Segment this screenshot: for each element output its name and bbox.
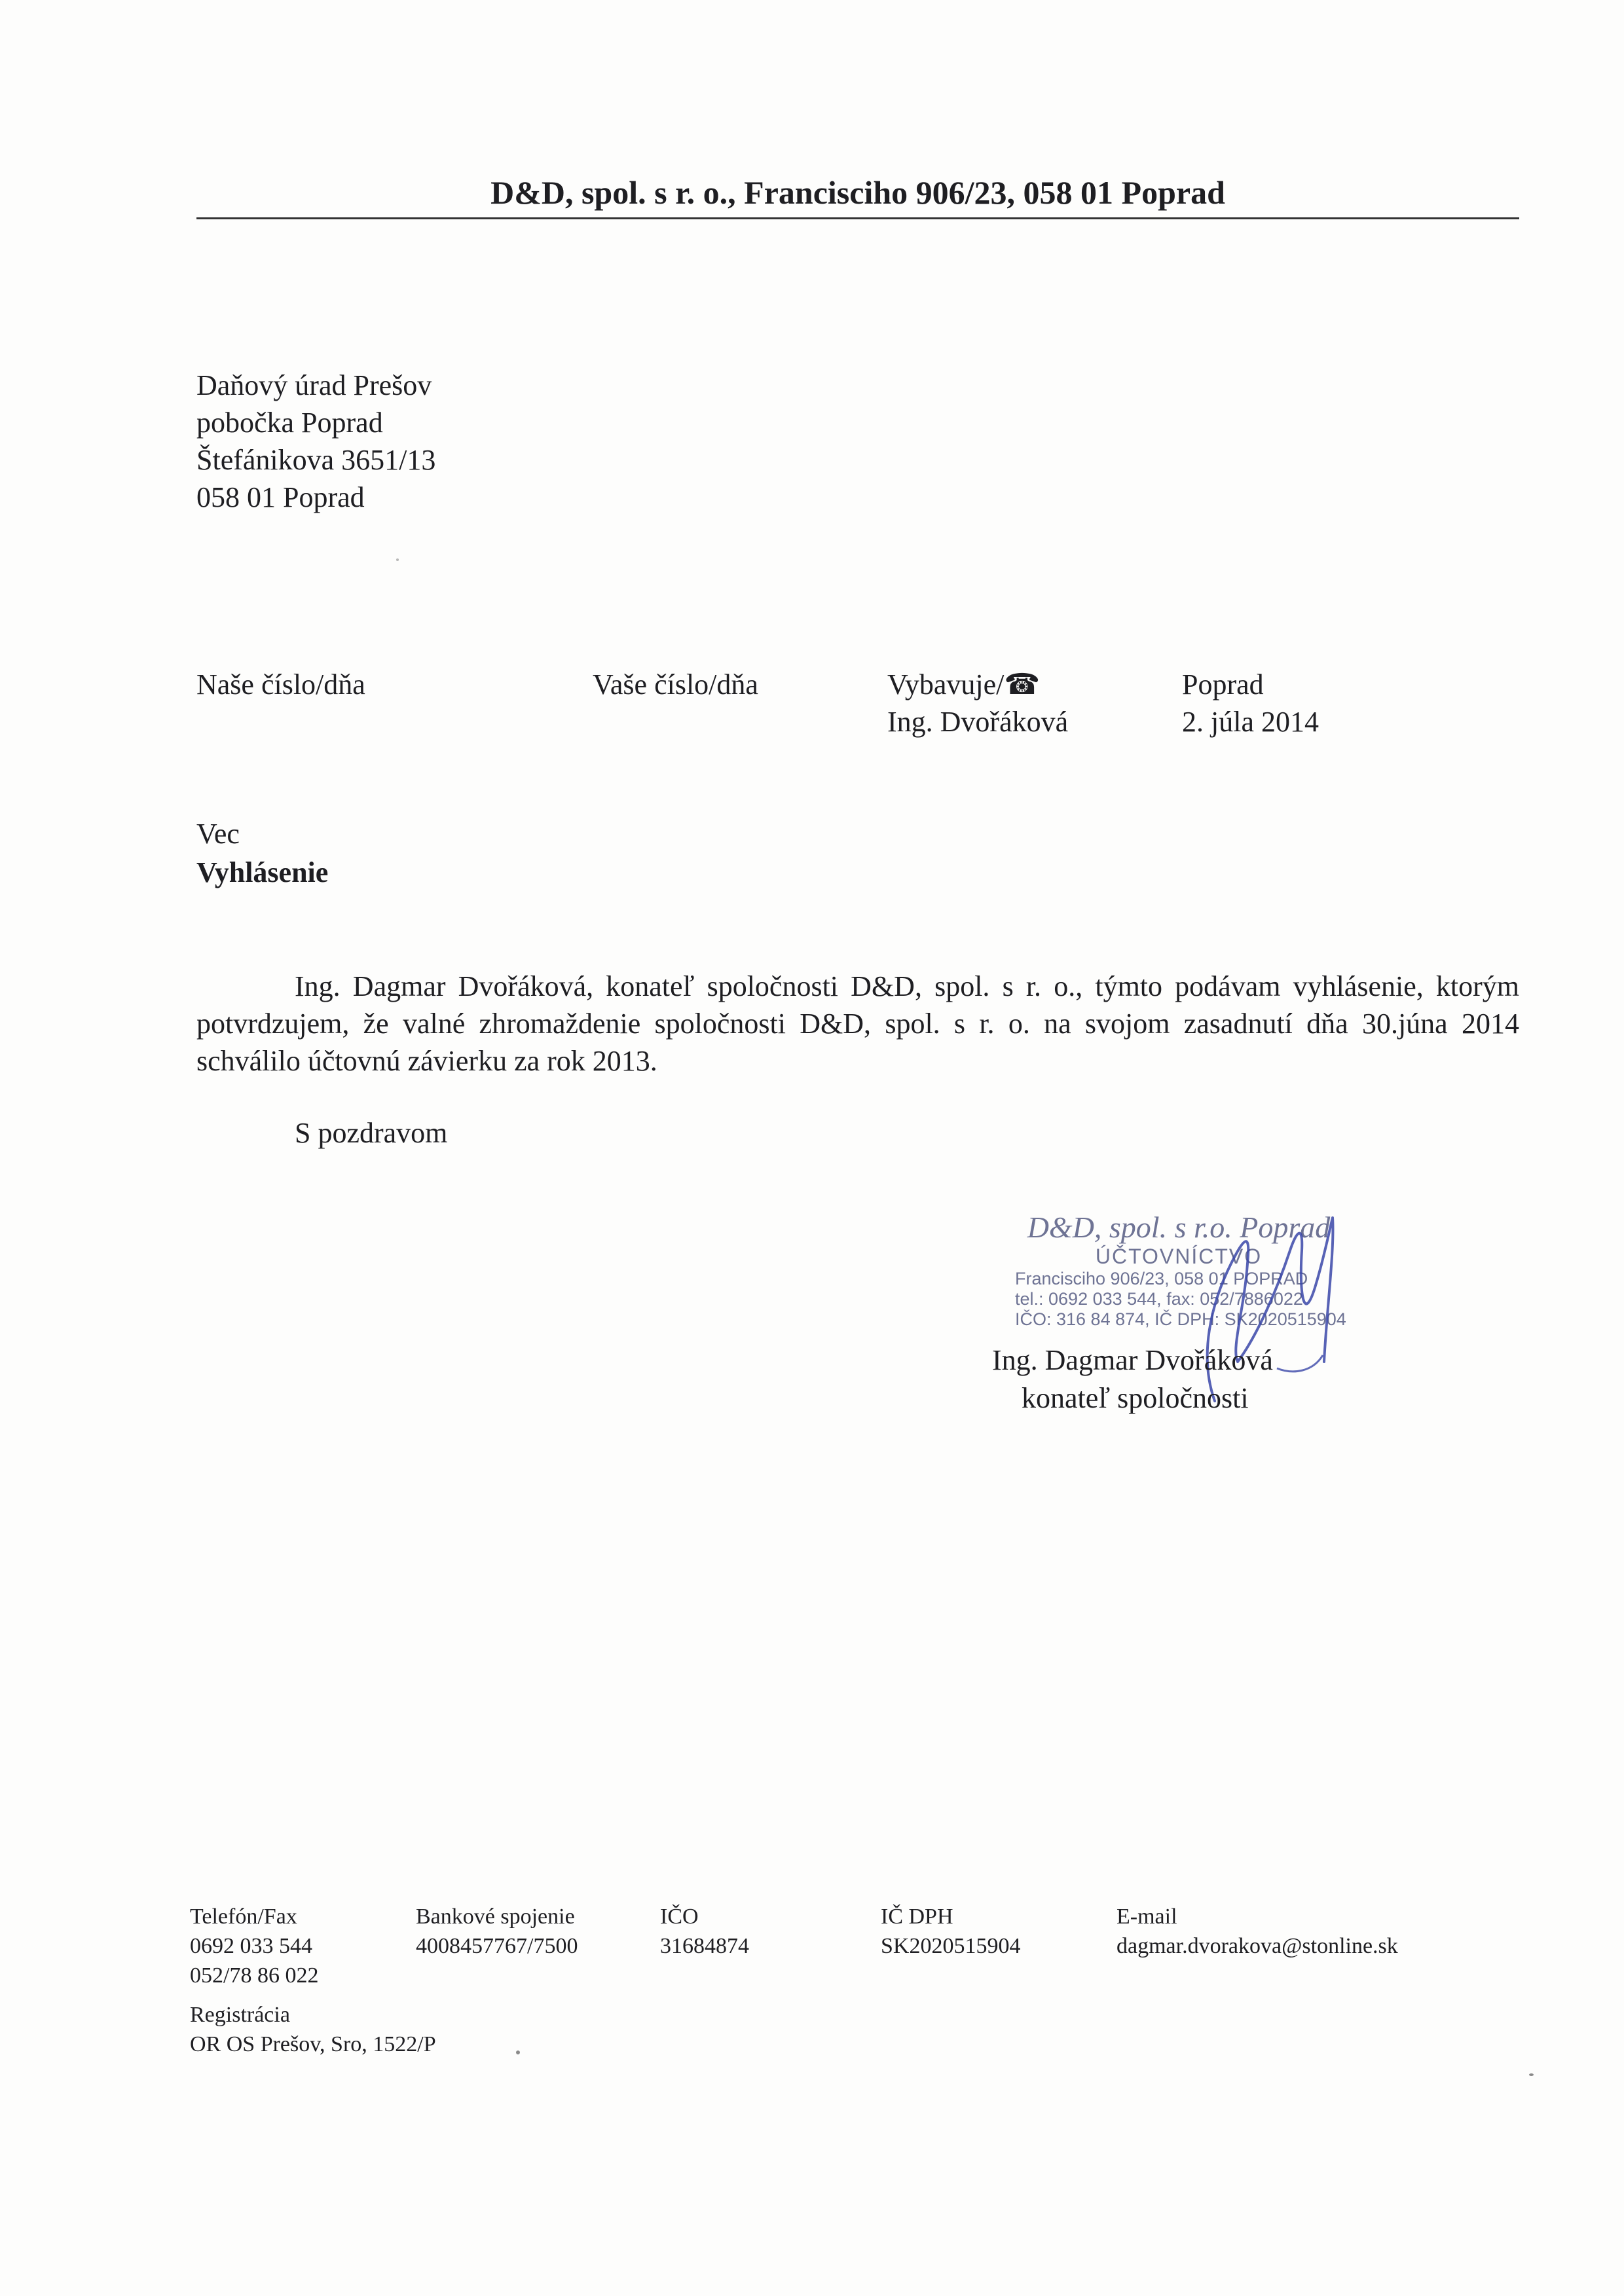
footer-registration-value: OR OS Prešov, Sro, 1522/P <box>190 2032 436 2056</box>
stamp-address: Francisciho 906/23, 058 01 POPRAD <box>1015 1269 1308 1288</box>
handled-by-name: Ing. Dvořáková <box>887 706 1069 738</box>
footer-bank <box>416 1902 578 1961</box>
letter-place: Poprad <box>1182 668 1264 701</box>
letter-body: Ing. Dagmar Dvořáková, konateľ spoločnosti D&D, spol. s r. o., týmto podávam vyhlásenie, ktorým potvrdzujem, že valné zhromaždenie spoločnosti D&D, spol. s r. o. na svojom zasadnutí dňa 30.júna 2014 schválilo účtovnú závierku za rok 2013. <box>196 970 1519 1077</box>
our-reference-label: Naše číslo/dňa <box>196 668 365 701</box>
stamp-contact: tel.: 0692 033 544, fax: 052/7886022 <box>1015 1289 1303 1309</box>
footer-ico <box>660 1902 749 1961</box>
footer-registration-label: Registrácia <box>190 2003 290 2027</box>
recipient-address <box>196 367 435 516</box>
footer-email-label: E-mail <box>1116 1904 1177 1929</box>
footer-icdph-value: SK2020515904 <box>881 1934 1021 1958</box>
scan-speck <box>516 2050 520 2054</box>
letter-date: 2. júla 2014 <box>1182 706 1319 738</box>
footer-phone-value: 0692 033 544 <box>190 1934 312 1958</box>
handled-by-block <box>887 666 1068 740</box>
footer-icdph <box>881 1902 1020 1961</box>
footer-phone <box>190 1902 318 1990</box>
stamp-company-name: D&D, spol. s r.o. Poprad <box>1027 1211 1331 1244</box>
telephone-icon: ☎ <box>1004 668 1041 701</box>
subject-title: Vyhlásenie <box>196 856 329 888</box>
footer-bank-label: Bankové spojenie <box>416 1904 575 1929</box>
handled-by-label: Vybavuje/☎ <box>887 668 1041 701</box>
footer-registration <box>190 2000 436 2059</box>
stamp-ids: IČO: 316 84 874, IČ DPH: SK2020515904 <box>1015 1309 1346 1329</box>
signer-role: konateľ spoločnosti <box>1022 1382 1249 1414</box>
footer-icdph-label: IČ DPH <box>881 1904 953 1929</box>
recipient-line: Daňový úrad Prešov <box>196 369 432 401</box>
company-letterhead: D&D, spol. s r. o., Francisciho 906/23, 058 01 Poprad <box>490 174 1225 211</box>
footer-bank-value: 4008457767/7500 <box>416 1934 578 1958</box>
footer-fax-value: 052/78 86 022 <box>190 1963 319 1988</box>
footer-ico-label: IČO <box>660 1904 699 1929</box>
recipient-line: pobočka Poprad <box>196 407 383 439</box>
signer-name: Ing. Dagmar Dvořáková <box>992 1344 1273 1376</box>
footer-ico-value: 31684874 <box>660 1934 749 1958</box>
footer-email <box>1116 1902 1398 1961</box>
greeting: S pozdravom <box>295 1117 448 1149</box>
recipient-line: Štefánikova 3651/13 <box>196 444 436 476</box>
subject-label: Vec <box>196 818 240 850</box>
place-date-block <box>1182 666 1319 740</box>
scan-speck <box>1529 2073 1534 2076</box>
footer-email-value: dagmar.dvorakova@stonline.sk <box>1116 1934 1398 1958</box>
your-reference-label: Vaše číslo/dňa <box>593 668 758 701</box>
recipient-line: 058 01 Poprad <box>196 481 365 513</box>
letterhead-divider <box>196 217 1519 219</box>
footer-phone-label: Telefón/Fax <box>190 1904 297 1929</box>
scan-speck <box>396 558 399 561</box>
stamp-department: ÚČTOVNÍCTVO <box>1095 1245 1263 1268</box>
